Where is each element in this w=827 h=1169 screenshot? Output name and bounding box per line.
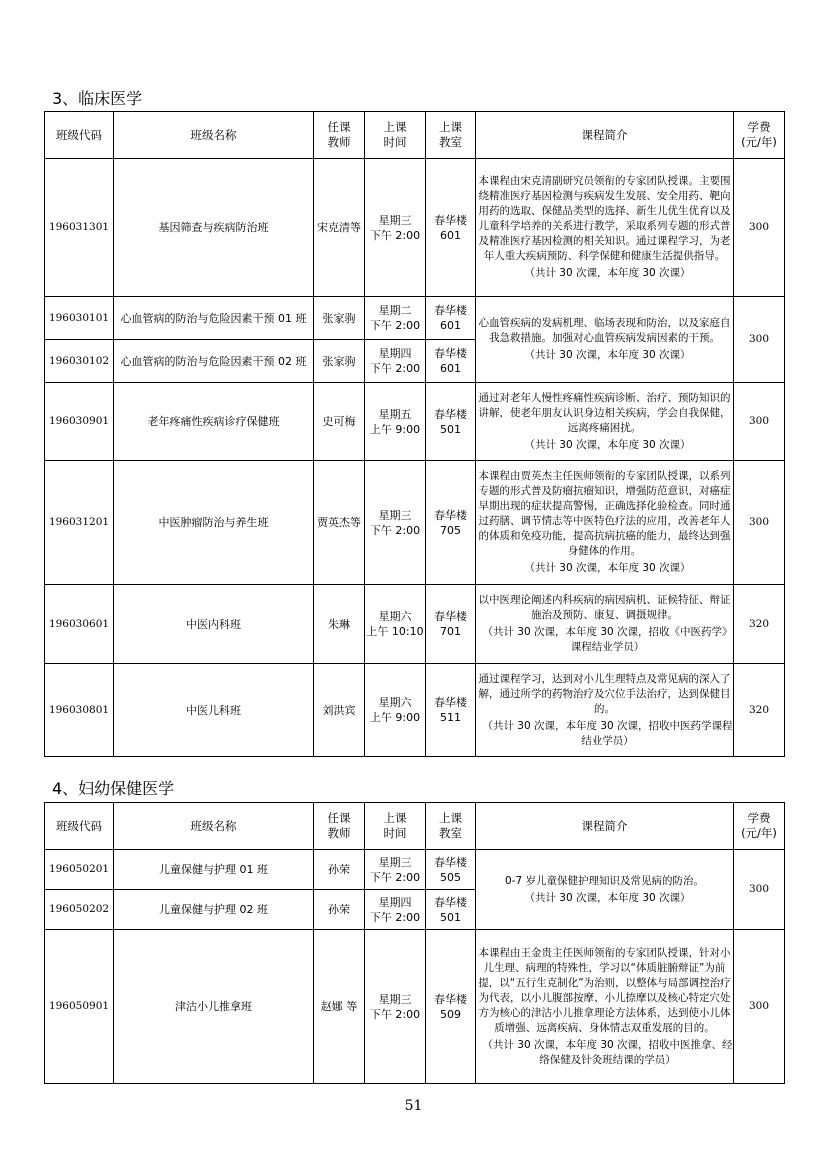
class-time: 星期三 下午 2:00 [365,930,426,1084]
class-time: 星期四 下午 2:00 [365,890,426,930]
tuition-fee: 300 [734,297,785,383]
table-header-row [45,112,785,159]
course-intro: 以中医理论阐述内科疾病的病因病机、证候特征、辩证施治及预防、康复、调摄规律。 （共计 30 次课，本年度 30 次课，招收《中医药学》课程结业学员） [476,585,734,664]
table-row [45,461,785,585]
class-time: 星期三 下午 2:00 [365,159,426,297]
course-intro: 通过对老年人慢性疼痛性疾病诊断、治疗、预防知识的讲解，使老年朋友认识身边相关疾病，学会自我保健，远离疼痛困扰。 （共计 30 次课，本年度 30 次课） [476,383,734,461]
header-intro: 课程简介 [476,112,734,159]
teacher: 宋克清等 [314,159,365,297]
classroom: 春华楼 501 [426,890,476,930]
teacher: 张家驹 [314,340,365,383]
class-code: 196030801 [45,664,114,757]
course-table [44,111,785,757]
teacher: 朱琳 [314,585,365,664]
header-fee: 学费 (元/年) [734,803,785,850]
header-room: 上课 教室 [426,112,476,159]
class-name: 中医内科班 [114,585,314,664]
classroom: 春华楼 509 [426,930,476,1084]
header-fee: 学费 (元/年) [734,112,785,159]
teacher: 孙荣 [314,890,365,930]
class-code: 196050201 [45,850,114,890]
table-header-row [45,803,785,850]
teacher: 刘洪宾 [314,664,365,757]
class-code: 196030102 [45,340,114,383]
class-name: 中医儿科班 [114,664,314,757]
class-name: 老年疼痛性疾病诊疗保健班 [114,383,314,461]
classroom: 春华楼 501 [426,383,476,461]
class-name: 儿童保健与护理 02 班 [114,890,314,930]
section-title: 3、临床医学 [52,89,143,108]
table-row [45,585,785,664]
tuition-fee: 300 [734,461,785,585]
class-time: 星期六 上午 10:10 [365,585,426,664]
class-time: 星期五 上午 9:00 [365,383,426,461]
header-code: 班级代码 [45,803,114,850]
teacher: 孙荣 [314,850,365,890]
course-table [44,802,785,1084]
class-code: 196030901 [45,383,114,461]
class-time: 星期三 下午 2:00 [365,850,426,890]
class-time: 星期二 下午 2:00 [365,297,426,340]
teacher: 赵娜 等 [314,930,365,1084]
class-name: 心血管病的防治与危险因素干预 02 班 [114,340,314,383]
classroom: 春华楼 601 [426,297,476,340]
table-row [45,664,785,757]
classroom: 春华楼 505 [426,850,476,890]
classroom: 春华楼 701 [426,585,476,664]
table-row [45,159,785,297]
classroom: 春华楼 705 [426,461,476,585]
course-intro: 本课程由贾英杰主任医师领衔的专家团队授课，以系列专题的形式普及防瘤抗瘤知识，增强防范意识，对癌症早期出现的症状提高警惕，正确选择化验检查。同时通过药膳、调节情志等中医特色疗法的应用，改善老年人的体质和免疫功能，提高抗病抗癌的能力，最终达到强身健体的作用。 （共计 30 次课，本年度 30 次课） [476,461,734,585]
table-row [45,930,785,1084]
class-time: 星期六 上午 9:00 [365,664,426,757]
header-name: 班级名称 [114,112,314,159]
class-name: 儿童保健与护理 01 班 [114,850,314,890]
class-code: 196030101 [45,297,114,340]
header-teacher: 任课 教师 [314,112,365,159]
class-name: 基因筛查与疾病防治班 [114,159,314,297]
course-intro: 0-7 岁儿童保健护理知识及常见病的防治。 （共计 30 次课，本年度 30 次课） [476,850,734,930]
tuition-fee: 300 [734,850,785,930]
tuition-fee: 300 [734,930,785,1084]
header-intro: 课程简介 [476,803,734,850]
class-name: 中医肿瘤防治与养生班 [114,461,314,585]
table-row [45,850,785,890]
header-time: 上课 时间 [365,803,426,850]
class-time: 星期四 下午 2:00 [365,340,426,383]
class-code: 196030601 [45,585,114,664]
class-code: 196050202 [45,890,114,930]
header-teacher: 任课 教师 [314,803,365,850]
page-number: 51 [404,1098,423,1114]
classroom: 春华楼 601 [426,159,476,297]
class-code: 196050901 [45,930,114,1084]
course-intro: 心血管疾病的发病机理、临场表现和防治，以及家庭自我急救措施。加强对心血管疾病发病因素的干预。 （共计 30 次课，本年度 30 次课） [476,297,734,383]
class-name: 心血管病的防治与危险因素干预 01 班 [114,297,314,340]
class-time: 星期三 下午 2:00 [365,461,426,585]
section-title: 4、妇幼保健医学 [52,779,175,798]
tuition-fee: 320 [734,585,785,664]
header-room: 上课 教室 [426,803,476,850]
teacher: 史可梅 [314,383,365,461]
header-time: 上课 时间 [365,112,426,159]
course-intro: 本课程由王金贵主任医师领衔的专家团队授课，针对小儿生理、病理的特殊性，学习以“体质脏腑辩证”为前提，以“五行生克制化”为治则，以整体与局部调控治疗为代表，以小儿腹部按摩、小儿捺摩以及核心特定穴处方为核心的津沽小儿推拿理论方法体系，达到使小儿体质增强、远离疾病、身体情志双重发展的目的。 （共计 30 次课，本年度 30 次课，招收中医推拿、经络保健及针灸班结课的学员） [476,930,734,1084]
tuition-fee: 300 [734,383,785,461]
class-code: 196031201 [45,461,114,585]
class-code: 196031301 [45,159,114,297]
header-code: 班级代码 [45,112,114,159]
class-name: 津沽小儿推拿班 [114,930,314,1084]
table-row [45,383,785,461]
tuition-fee: 320 [734,664,785,757]
tuition-fee: 300 [734,159,785,297]
classroom: 春华楼 511 [426,664,476,757]
header-name: 班级名称 [114,803,314,850]
classroom: 春华楼 601 [426,340,476,383]
table-row [45,297,785,340]
teacher: 贾英杰等 [314,461,365,585]
teacher: 张家驹 [314,297,365,340]
course-intro: 本课程由宋克清副研究员领衔的专家团队授课。主要围绕精准医疗基因检测与疾病发生发展、安全用药、靶向用药的选取、保健品类型的选择、新生儿优生优育以及儿童科学培养的关系进行教学，采取系列专题的形式普及精准医疗基因检测的相关知识。通过课程学习，为老年人重大疾病预防、科学保健和健康生活提供指导。 （共计 30 次课，本年度 30 次课） [476,159,734,297]
course-intro: 通过课程学习，达到对小儿生理特点及常见病的深入了解，通过所学的药物治疗及穴位手法治疗，达到保健目的。 （共计 30 次课，本年度 30 次课，招收中医药学课程结业学员） [476,664,734,757]
